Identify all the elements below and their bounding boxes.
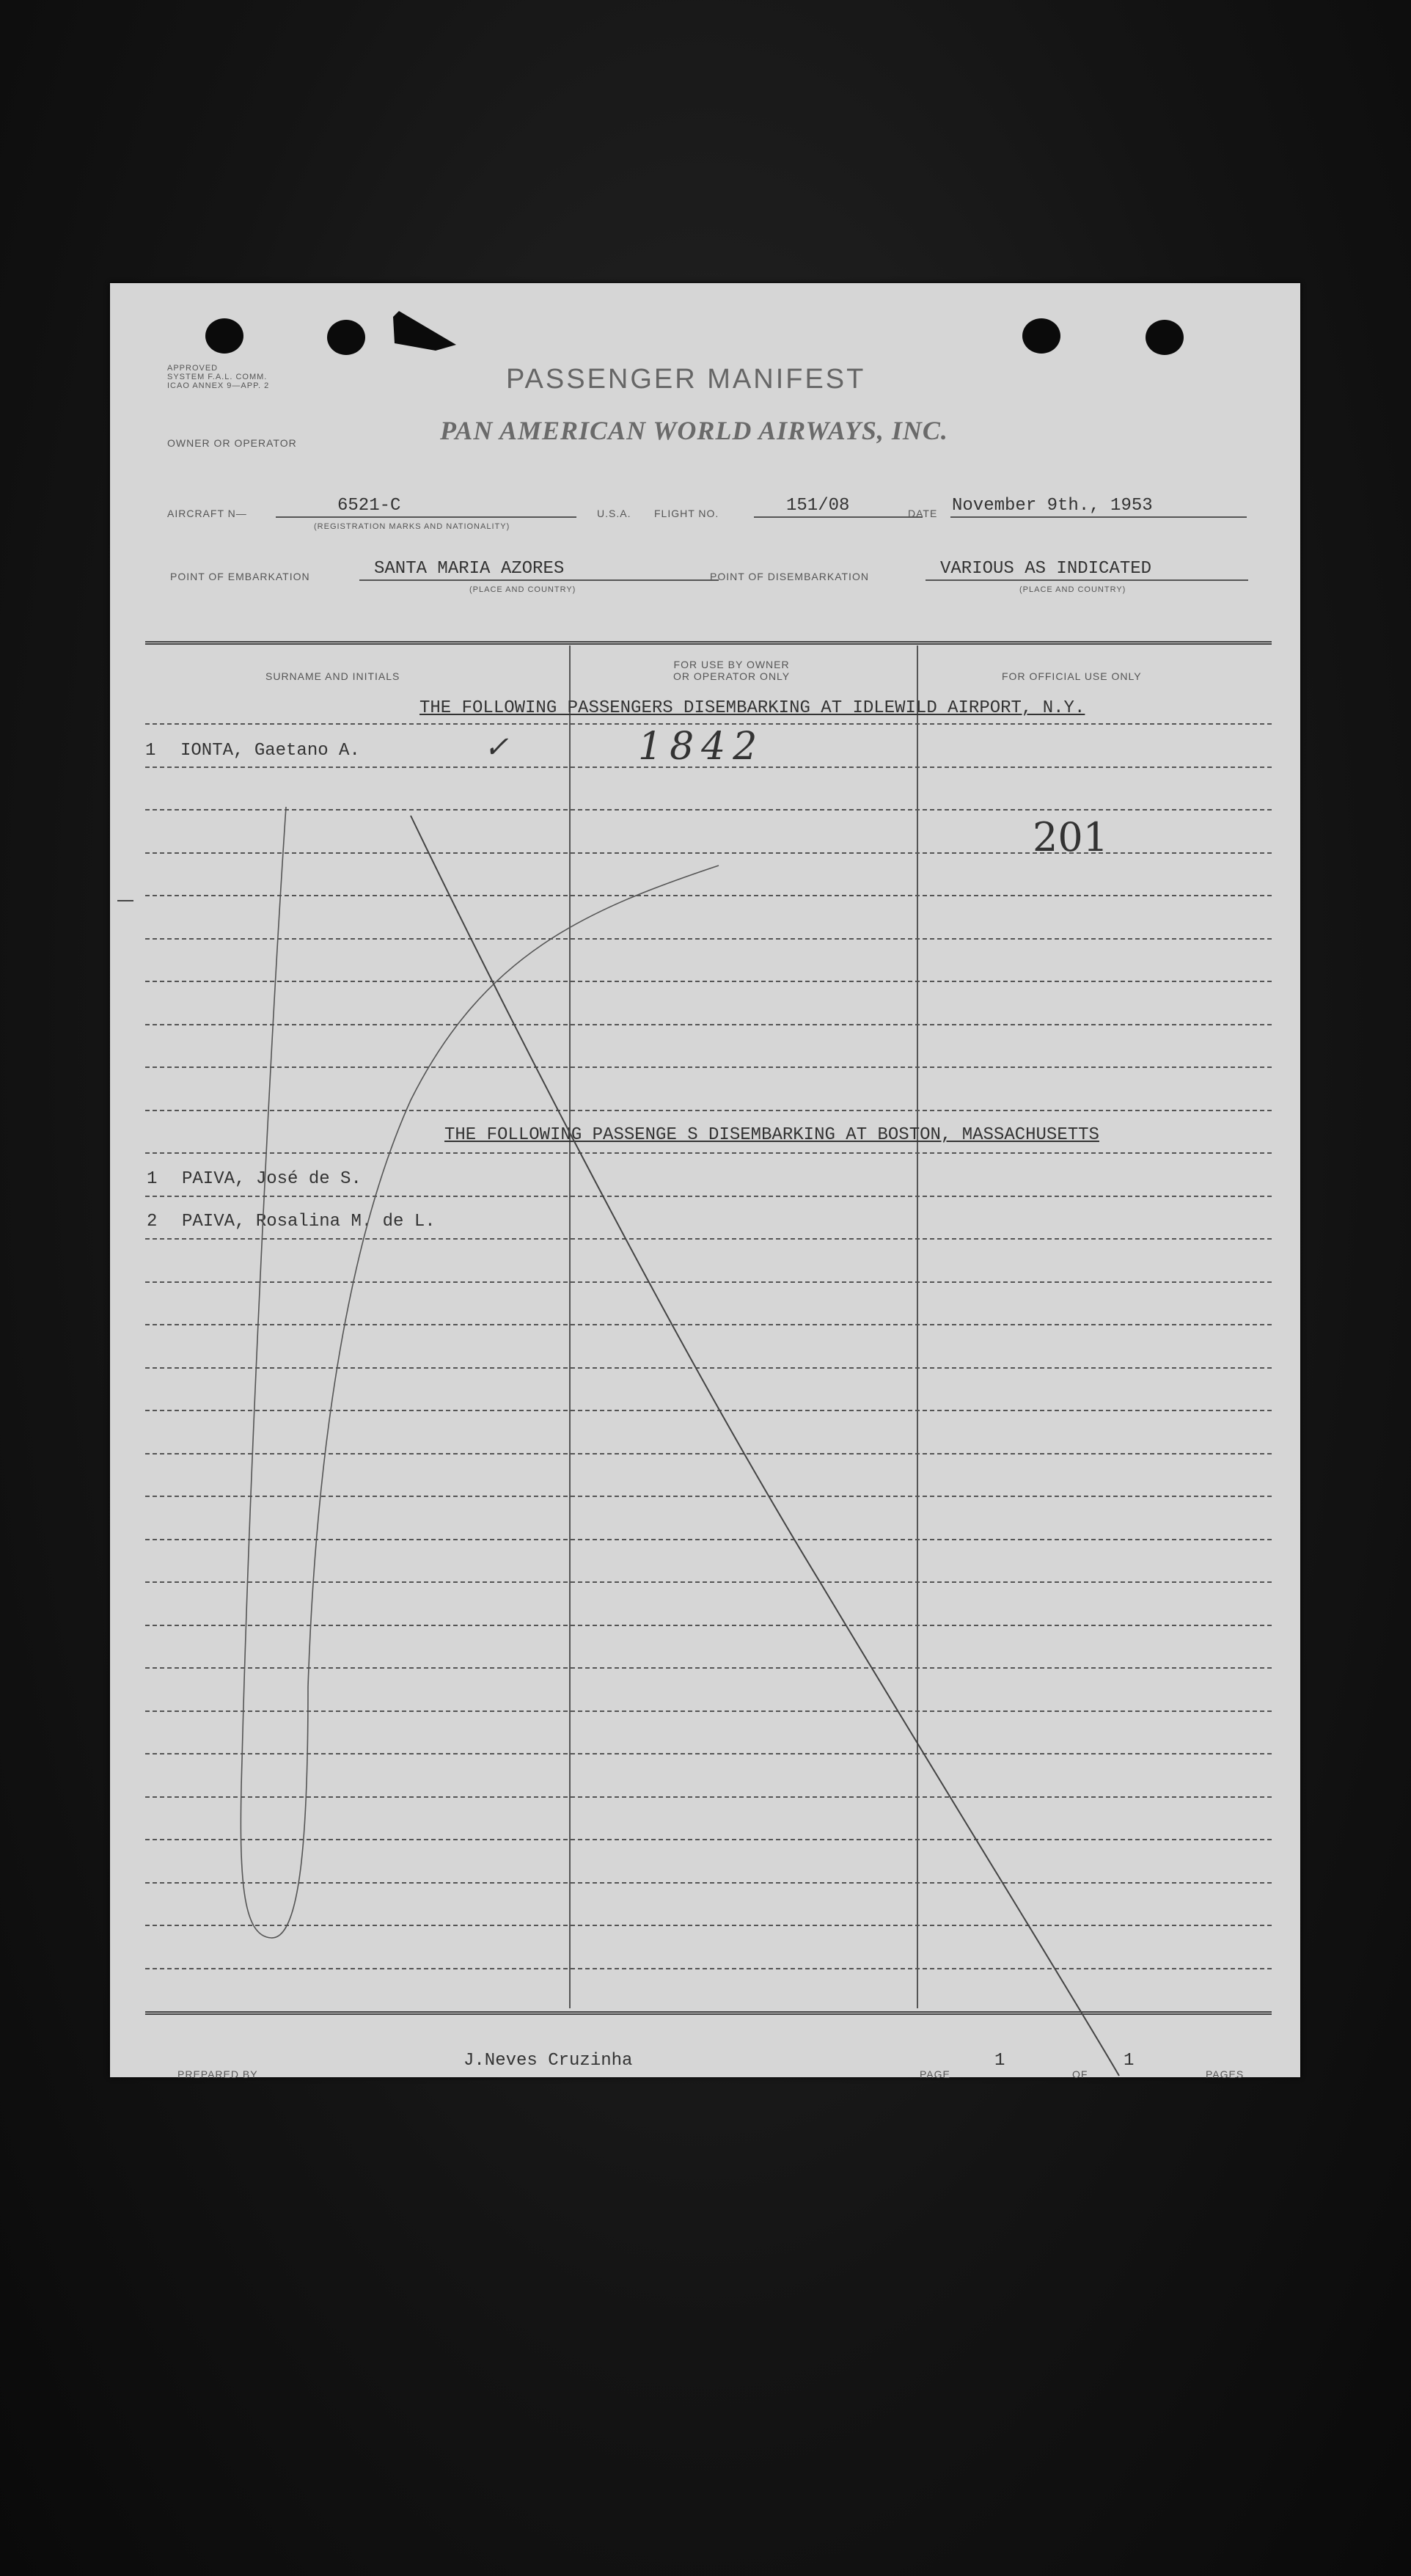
ruled-line <box>145 1925 1272 1926</box>
check-mark-icon: ✓ <box>484 731 509 764</box>
date-label: DATE <box>908 508 938 519</box>
aircraft-registration: 6521-C <box>337 496 401 516</box>
passenger-name: PAIVA, Rosalina M. de L. <box>182 1212 436 1232</box>
embarkation-label: POINT OF EMBARKATION <box>170 571 310 582</box>
flight-label: FLIGHT NO. <box>654 508 719 519</box>
punch-hole-icon <box>1022 318 1060 354</box>
prepared-by-name: J.Neves Cruzinha <box>463 2051 633 2071</box>
approval-line: ICAO ANNEX 9—APP. 2 <box>167 381 270 390</box>
ruled-line <box>145 1968 1272 1969</box>
airline-name: PAN AMERICAN WORLD AIRWAYS, INC. <box>440 416 948 445</box>
flight-number: 151/08 <box>786 496 850 516</box>
passenger-name: IONTA, Gaetano A. <box>180 741 360 761</box>
prepared-by-label: PREPARED BY <box>177 2068 258 2080</box>
column-header-owner-use-line: OR OPERATOR ONLY <box>673 670 791 682</box>
of-label: OF <box>1072 2068 1088 2080</box>
ruled-line <box>145 1710 1272 1712</box>
ruled-line <box>145 809 1272 811</box>
passenger-number: 1 <box>147 1169 158 1189</box>
passenger-name: PAIVA, José de S. <box>182 1169 362 1189</box>
ruled-line <box>145 1152 1272 1154</box>
disembarkation-sub-label: (PLACE AND COUNTRY) <box>1019 585 1126 594</box>
ruled-line <box>145 1238 1272 1240</box>
column-header-owner-use-line: FOR USE BY OWNER <box>673 659 790 670</box>
flight-date: November 9th., 1953 <box>952 496 1153 516</box>
embarkation-point: SANTA MARIA AZORES <box>374 559 565 579</box>
ruled-line <box>145 1110 1272 1111</box>
ruled-line <box>145 1281 1272 1283</box>
owner-label: OWNER OR OPERATOR <box>167 437 297 449</box>
aircraft-label: AIRCRAFT N— <box>167 508 247 519</box>
disembarkation-point: VARIOUS AS INDICATED <box>940 559 1152 579</box>
page-title: PASSENGER MANIFEST <box>506 364 866 395</box>
punch-hole-icon <box>205 318 243 354</box>
punch-hole-icon <box>1146 320 1184 355</box>
column-header-owner-use <box>673 659 790 682</box>
ruled-line <box>145 1324 1272 1325</box>
ruled-line <box>145 1066 1272 1068</box>
pages-label: PAGES <box>1206 2068 1245 2080</box>
ruled-line <box>145 1453 1272 1455</box>
ruled-line <box>145 1667 1272 1669</box>
column-header-official: FOR OFFICIAL USE ONLY <box>1002 670 1142 682</box>
embarkation-sub-label: (PLACE AND COUNTRY) <box>469 585 576 594</box>
punch-hole-icon <box>327 320 365 355</box>
page-number: 1 <box>994 2051 1005 2071</box>
ruled-line <box>145 1839 1272 1840</box>
torn-corner-icon <box>392 310 458 354</box>
passenger-number: 2 <box>147 1212 158 1232</box>
ruled-line <box>145 895 1272 896</box>
ruled-line <box>145 981 1272 982</box>
ruled-line <box>145 1496 1272 1497</box>
country-label: U.S.A. <box>597 508 631 519</box>
approval-line: APPROVED <box>167 364 219 373</box>
ruled-line <box>145 1796 1272 1798</box>
ruled-line <box>145 1410 1272 1411</box>
ruled-line <box>145 1581 1272 1583</box>
total-pages: 1 <box>1124 2051 1135 2071</box>
ruled-line <box>145 938 1272 940</box>
page-label: PAGE <box>920 2068 950 2080</box>
disembarkation-label: POINT OF DISEMBARKATION <box>710 571 869 582</box>
ruled-line <box>145 1753 1272 1754</box>
ruled-line <box>145 1367 1272 1369</box>
approval-note <box>167 364 269 390</box>
handwritten-number: 1842 <box>638 725 765 769</box>
section-heading-boston: THE FOLLOWING PASSENGE S DISEMBARKING AT BOSTON, MASSACHUSETTS <box>444 1125 1099 1145</box>
section-heading-idlewild: THE FOLLOWING PASSENGERS DISEMBARKING AT IDLEWILD AIRPORT, N.Y. <box>419 698 1085 718</box>
column-header-surname: SURNAME AND INITIALS <box>265 670 400 682</box>
approval-line: SYSTEM F.A.L. COMM. <box>167 373 268 381</box>
ruled-line <box>145 1882 1272 1884</box>
ruled-line <box>145 1539 1272 1540</box>
ruled-line <box>145 1196 1272 1197</box>
manifest-sheet <box>110 283 1300 2080</box>
ruled-line <box>145 1024 1272 1025</box>
aircraft-sub-label: (REGISTRATION MARKS AND NATIONALITY) <box>314 522 510 531</box>
ruled-line <box>145 1625 1272 1626</box>
official-handwritten-number: 201 <box>1033 814 1109 860</box>
passenger-number: 1 <box>145 741 156 761</box>
